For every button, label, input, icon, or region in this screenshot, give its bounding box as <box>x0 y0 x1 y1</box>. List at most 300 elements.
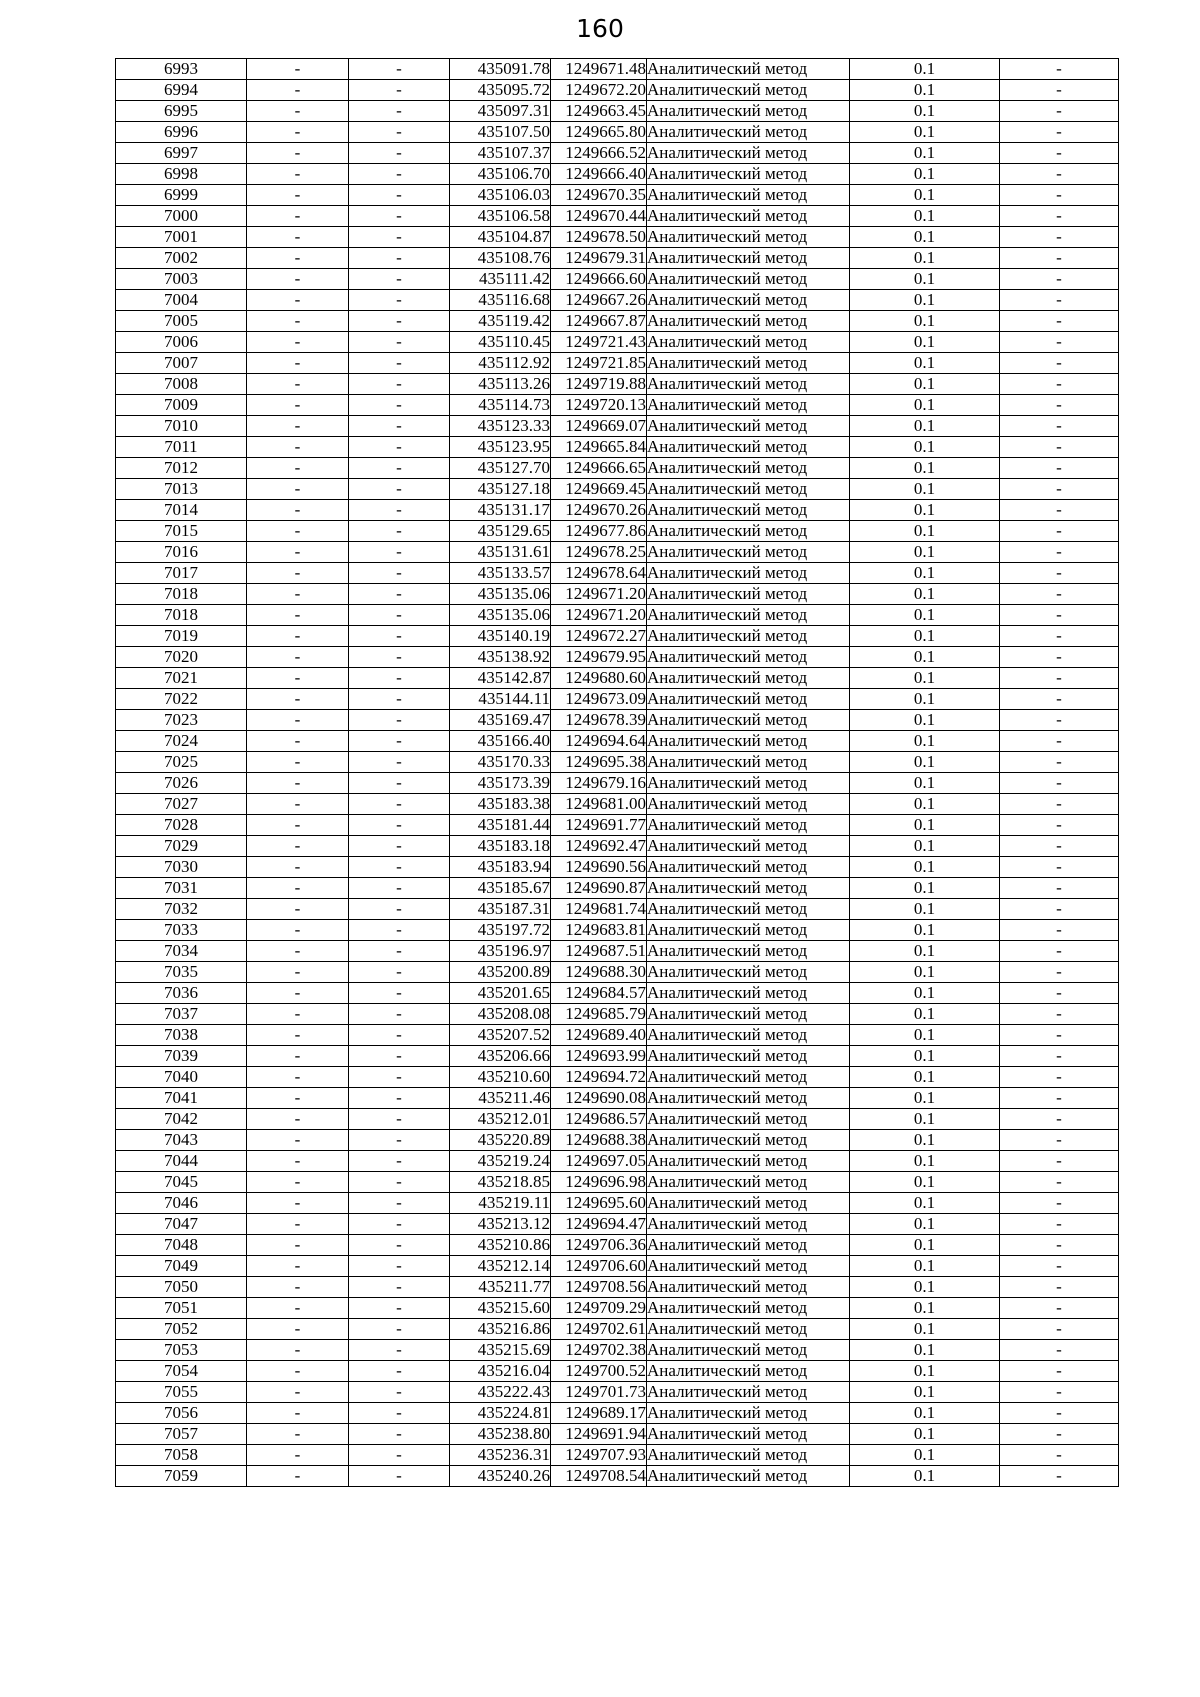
column-3-cell: - <box>349 1025 450 1046</box>
table-row <box>116 1403 1119 1424</box>
table-row <box>116 332 1119 353</box>
column-3-cell: - <box>349 1088 450 1109</box>
point-number-cell: 7039 <box>116 1046 247 1067</box>
column-2-cell: - <box>247 647 349 668</box>
method-cell: Аналитический метод <box>647 584 850 605</box>
x-coordinate-cell: 435095.72 <box>450 80 551 101</box>
column-2-cell: - <box>247 983 349 1004</box>
y-coordinate-cell: 1249679.95 <box>551 647 647 668</box>
y-coordinate-cell: 1249666.52 <box>551 143 647 164</box>
accuracy-cell: 0.1 <box>850 773 1000 794</box>
x-coordinate-cell: 435131.61 <box>450 542 551 563</box>
method-cell: Аналитический метод <box>647 164 850 185</box>
last-column-cell: - <box>1000 143 1119 164</box>
table-row <box>116 1130 1119 1151</box>
y-coordinate-cell: 1249666.65 <box>551 458 647 479</box>
column-2-cell: - <box>247 59 349 80</box>
y-coordinate-cell: 1249672.20 <box>551 80 647 101</box>
y-coordinate-cell: 1249678.64 <box>551 563 647 584</box>
column-3-cell: - <box>349 1340 450 1361</box>
y-coordinate-cell: 1249720.13 <box>551 395 647 416</box>
accuracy-cell: 0.1 <box>850 458 1000 479</box>
column-2-cell: - <box>247 416 349 437</box>
column-3-cell: - <box>349 1298 450 1319</box>
accuracy-cell: 0.1 <box>850 290 1000 311</box>
point-number-cell: 7038 <box>116 1025 247 1046</box>
column-3-cell: - <box>349 1382 450 1403</box>
table-row <box>116 752 1119 773</box>
column-2-cell: - <box>247 1340 349 1361</box>
x-coordinate-cell: 435127.18 <box>450 479 551 500</box>
accuracy-cell: 0.1 <box>850 1214 1000 1235</box>
last-column-cell: - <box>1000 1445 1119 1466</box>
column-2-cell: - <box>247 1214 349 1235</box>
point-number-cell: 7027 <box>116 794 247 815</box>
method-cell: Аналитический метод <box>647 59 850 80</box>
point-number-cell: 7000 <box>116 206 247 227</box>
column-3-cell: - <box>349 1403 450 1424</box>
accuracy-cell: 0.1 <box>850 626 1000 647</box>
last-column-cell: - <box>1000 920 1119 941</box>
x-coordinate-cell: 435127.70 <box>450 458 551 479</box>
column-2-cell: - <box>247 1172 349 1193</box>
column-3-cell: - <box>349 206 450 227</box>
table-row <box>116 1256 1119 1277</box>
last-column-cell: - <box>1000 1340 1119 1361</box>
table-row <box>116 164 1119 185</box>
point-number-cell: 7055 <box>116 1382 247 1403</box>
last-column-cell: - <box>1000 101 1119 122</box>
column-2-cell: - <box>247 269 349 290</box>
column-3-cell: - <box>349 353 450 374</box>
column-2-cell: - <box>247 1277 349 1298</box>
point-number-cell: 6998 <box>116 164 247 185</box>
x-coordinate-cell: 435097.31 <box>450 101 551 122</box>
column-2-cell: - <box>247 1298 349 1319</box>
point-number-cell: 7036 <box>116 983 247 1004</box>
y-coordinate-cell: 1249721.43 <box>551 332 647 353</box>
accuracy-cell: 0.1 <box>850 122 1000 143</box>
column-2-cell: - <box>247 752 349 773</box>
point-number-cell: 7047 <box>116 1214 247 1235</box>
column-3-cell: - <box>349 185 450 206</box>
x-coordinate-cell: 435091.78 <box>450 59 551 80</box>
method-cell: Аналитический метод <box>647 1025 850 1046</box>
last-column-cell: - <box>1000 815 1119 836</box>
accuracy-cell: 0.1 <box>850 1067 1000 1088</box>
table-row <box>116 1088 1119 1109</box>
y-coordinate-cell: 1249694.72 <box>551 1067 647 1088</box>
x-coordinate-cell: 435110.45 <box>450 332 551 353</box>
column-3-cell: - <box>349 647 450 668</box>
y-coordinate-cell: 1249708.54 <box>551 1466 647 1487</box>
column-2-cell: - <box>247 1067 349 1088</box>
table-row <box>116 1046 1119 1067</box>
method-cell: Аналитический метод <box>647 1403 850 1424</box>
method-cell: Аналитический метод <box>647 1445 850 1466</box>
y-coordinate-cell: 1249692.47 <box>551 836 647 857</box>
method-cell: Аналитический метод <box>647 122 850 143</box>
accuracy-cell: 0.1 <box>850 1088 1000 1109</box>
method-cell: Аналитический метод <box>647 1067 850 1088</box>
table-row <box>116 395 1119 416</box>
last-column-cell: - <box>1000 416 1119 437</box>
point-number-cell: 7020 <box>116 647 247 668</box>
method-cell: Аналитический метод <box>647 80 850 101</box>
accuracy-cell: 0.1 <box>850 479 1000 500</box>
y-coordinate-cell: 1249665.84 <box>551 437 647 458</box>
table-row <box>116 500 1119 521</box>
table-row <box>116 248 1119 269</box>
point-number-cell: 7046 <box>116 1193 247 1214</box>
last-column-cell: - <box>1000 731 1119 752</box>
method-cell: Аналитический метод <box>647 857 850 878</box>
table-row <box>116 836 1119 857</box>
accuracy-cell: 0.1 <box>850 878 1000 899</box>
x-coordinate-cell: 435215.60 <box>450 1298 551 1319</box>
column-2-cell: - <box>247 1466 349 1487</box>
last-column-cell: - <box>1000 1067 1119 1088</box>
accuracy-cell: 0.1 <box>850 416 1000 437</box>
x-coordinate-cell: 435144.11 <box>450 689 551 710</box>
method-cell: Аналитический метод <box>647 290 850 311</box>
table-row <box>116 710 1119 731</box>
x-coordinate-cell: 435200.89 <box>450 962 551 983</box>
column-3-cell: - <box>349 59 450 80</box>
last-column-cell: - <box>1000 563 1119 584</box>
table-row <box>116 1382 1119 1403</box>
x-coordinate-cell: 435116.68 <box>450 290 551 311</box>
column-2-cell: - <box>247 731 349 752</box>
last-column-cell: - <box>1000 1277 1119 1298</box>
table-body <box>116 59 1119 1487</box>
method-cell: Аналитический метод <box>647 836 850 857</box>
method-cell: Аналитический метод <box>647 269 850 290</box>
method-cell: Аналитический метод <box>647 101 850 122</box>
last-column-cell: - <box>1000 1214 1119 1235</box>
last-column-cell: - <box>1000 1382 1119 1403</box>
y-coordinate-cell: 1249694.64 <box>551 731 647 752</box>
last-column-cell: - <box>1000 1361 1119 1382</box>
column-2-cell: - <box>247 1382 349 1403</box>
column-3-cell: - <box>349 920 450 941</box>
column-3-cell: - <box>349 794 450 815</box>
table-row <box>116 1319 1119 1340</box>
method-cell: Аналитический метод <box>647 773 850 794</box>
column-2-cell: - <box>247 521 349 542</box>
column-3-cell: - <box>349 269 450 290</box>
accuracy-cell: 0.1 <box>850 1382 1000 1403</box>
method-cell: Аналитический метод <box>647 1235 850 1256</box>
column-2-cell: - <box>247 1361 349 1382</box>
x-coordinate-cell: 435215.69 <box>450 1340 551 1361</box>
x-coordinate-cell: 435196.97 <box>450 941 551 962</box>
column-3-cell: - <box>349 1424 450 1445</box>
column-3-cell: - <box>349 1046 450 1067</box>
column-3-cell: - <box>349 941 450 962</box>
accuracy-cell: 0.1 <box>850 1151 1000 1172</box>
column-3-cell: - <box>349 1151 450 1172</box>
x-coordinate-cell: 435213.12 <box>450 1214 551 1235</box>
x-coordinate-cell: 435210.86 <box>450 1235 551 1256</box>
y-coordinate-cell: 1249671.20 <box>551 605 647 626</box>
last-column-cell: - <box>1000 1256 1119 1277</box>
method-cell: Аналитический метод <box>647 332 850 353</box>
column-3-cell: - <box>349 122 450 143</box>
column-3-cell: - <box>349 332 450 353</box>
column-3-cell: - <box>349 962 450 983</box>
method-cell: Аналитический метод <box>647 668 850 689</box>
x-coordinate-cell: 435106.03 <box>450 185 551 206</box>
accuracy-cell: 0.1 <box>850 80 1000 101</box>
y-coordinate-cell: 1249721.85 <box>551 353 647 374</box>
column-2-cell: - <box>247 815 349 836</box>
method-cell: Аналитический метод <box>647 647 850 668</box>
accuracy-cell: 0.1 <box>850 500 1000 521</box>
method-cell: Аналитический метод <box>647 1319 850 1340</box>
method-cell: Аналитический метод <box>647 143 850 164</box>
accuracy-cell: 0.1 <box>850 185 1000 206</box>
column-2-cell: - <box>247 542 349 563</box>
y-coordinate-cell: 1249671.48 <box>551 59 647 80</box>
accuracy-cell: 0.1 <box>850 689 1000 710</box>
method-cell: Аналитический метод <box>647 1088 850 1109</box>
last-column-cell: - <box>1000 1319 1119 1340</box>
table-row <box>116 1067 1119 1088</box>
y-coordinate-cell: 1249680.60 <box>551 668 647 689</box>
column-2-cell: - <box>247 500 349 521</box>
column-2-cell: - <box>247 1046 349 1067</box>
table-row <box>116 668 1119 689</box>
last-column-cell: - <box>1000 311 1119 332</box>
table-row <box>116 1151 1119 1172</box>
method-cell: Аналитический метод <box>647 920 850 941</box>
accuracy-cell: 0.1 <box>850 542 1000 563</box>
column-3-cell: - <box>349 1004 450 1025</box>
method-cell: Аналитический метод <box>647 416 850 437</box>
x-coordinate-cell: 435170.33 <box>450 752 551 773</box>
accuracy-cell: 0.1 <box>850 899 1000 920</box>
y-coordinate-cell: 1249678.25 <box>551 542 647 563</box>
point-number-cell: 7006 <box>116 332 247 353</box>
method-cell: Аналитический метод <box>647 374 850 395</box>
accuracy-cell: 0.1 <box>850 668 1000 689</box>
point-number-cell: 7026 <box>116 773 247 794</box>
method-cell: Аналитический метод <box>647 983 850 1004</box>
page-number: 160 <box>576 14 624 43</box>
x-coordinate-cell: 435106.70 <box>450 164 551 185</box>
method-cell: Аналитический метод <box>647 206 850 227</box>
point-number-cell: 7010 <box>116 416 247 437</box>
method-cell: Аналитический метод <box>647 458 850 479</box>
x-coordinate-cell: 435129.65 <box>450 521 551 542</box>
accuracy-cell: 0.1 <box>850 269 1000 290</box>
table-row <box>116 1340 1119 1361</box>
x-coordinate-cell: 435169.47 <box>450 710 551 731</box>
x-coordinate-cell: 435201.65 <box>450 983 551 1004</box>
y-coordinate-cell: 1249684.57 <box>551 983 647 1004</box>
column-2-cell: - <box>247 710 349 731</box>
column-3-cell: - <box>349 143 450 164</box>
last-column-cell: - <box>1000 227 1119 248</box>
last-column-cell: - <box>1000 962 1119 983</box>
last-column-cell: - <box>1000 248 1119 269</box>
y-coordinate-cell: 1249686.57 <box>551 1109 647 1130</box>
last-column-cell: - <box>1000 1109 1119 1130</box>
column-3-cell: - <box>349 689 450 710</box>
column-3-cell: - <box>349 731 450 752</box>
method-cell: Аналитический метод <box>647 1151 850 1172</box>
method-cell: Аналитический метод <box>647 437 850 458</box>
point-number-cell: 7053 <box>116 1340 247 1361</box>
last-column-cell: - <box>1000 206 1119 227</box>
table-row <box>116 374 1119 395</box>
method-cell: Аналитический метод <box>647 1172 850 1193</box>
point-number-cell: 7013 <box>116 479 247 500</box>
x-coordinate-cell: 435207.52 <box>450 1025 551 1046</box>
point-number-cell: 7012 <box>116 458 247 479</box>
table-row <box>116 59 1119 80</box>
table-row <box>116 584 1119 605</box>
point-number-cell: 7016 <box>116 542 247 563</box>
column-3-cell: - <box>349 374 450 395</box>
point-number-cell: 7044 <box>116 1151 247 1172</box>
accuracy-cell: 0.1 <box>850 395 1000 416</box>
y-coordinate-cell: 1249708.56 <box>551 1277 647 1298</box>
column-3-cell: - <box>349 1361 450 1382</box>
table-row <box>116 1466 1119 1487</box>
table-row <box>116 626 1119 647</box>
last-column-cell: - <box>1000 479 1119 500</box>
last-column-cell: - <box>1000 1424 1119 1445</box>
method-cell: Аналитический метод <box>647 815 850 836</box>
column-3-cell: - <box>349 290 450 311</box>
column-3-cell: - <box>349 1256 450 1277</box>
table-row <box>116 1193 1119 1214</box>
column-3-cell: - <box>349 248 450 269</box>
y-coordinate-cell: 1249666.40 <box>551 164 647 185</box>
table-row <box>116 1445 1119 1466</box>
y-coordinate-cell: 1249681.00 <box>551 794 647 815</box>
method-cell: Аналитический метод <box>647 353 850 374</box>
column-3-cell: - <box>349 1193 450 1214</box>
column-2-cell: - <box>247 395 349 416</box>
point-number-cell: 7058 <box>116 1445 247 1466</box>
column-3-cell: - <box>349 227 450 248</box>
point-number-cell: 7015 <box>116 521 247 542</box>
last-column-cell: - <box>1000 983 1119 1004</box>
method-cell: Аналитический метод <box>647 941 850 962</box>
column-3-cell: - <box>349 500 450 521</box>
x-coordinate-cell: 435107.50 <box>450 122 551 143</box>
last-column-cell: - <box>1000 1466 1119 1487</box>
accuracy-cell: 0.1 <box>850 836 1000 857</box>
y-coordinate-cell: 1249687.51 <box>551 941 647 962</box>
x-coordinate-cell: 435224.81 <box>450 1403 551 1424</box>
y-coordinate-cell: 1249666.60 <box>551 269 647 290</box>
last-column-cell: - <box>1000 80 1119 101</box>
last-column-cell: - <box>1000 773 1119 794</box>
x-coordinate-cell: 435111.42 <box>450 269 551 290</box>
y-coordinate-cell: 1249672.27 <box>551 626 647 647</box>
table-row <box>116 437 1119 458</box>
column-3-cell: - <box>349 584 450 605</box>
table-row <box>116 941 1119 962</box>
y-coordinate-cell: 1249689.40 <box>551 1025 647 1046</box>
y-coordinate-cell: 1249670.35 <box>551 185 647 206</box>
point-number-cell: 7031 <box>116 878 247 899</box>
column-3-cell: - <box>349 815 450 836</box>
column-3-cell: - <box>349 668 450 689</box>
column-3-cell: - <box>349 1319 450 1340</box>
point-number-cell: 7004 <box>116 290 247 311</box>
method-cell: Аналитический метод <box>647 1214 850 1235</box>
accuracy-cell: 0.1 <box>850 101 1000 122</box>
point-number-cell: 7002 <box>116 248 247 269</box>
last-column-cell: - <box>1000 605 1119 626</box>
accuracy-cell: 0.1 <box>850 962 1000 983</box>
accuracy-cell: 0.1 <box>850 1004 1000 1025</box>
x-coordinate-cell: 435104.87 <box>450 227 551 248</box>
y-coordinate-cell: 1249669.45 <box>551 479 647 500</box>
column-3-cell: - <box>349 101 450 122</box>
method-cell: Аналитический метод <box>647 710 850 731</box>
accuracy-cell: 0.1 <box>850 1445 1000 1466</box>
column-2-cell: - <box>247 920 349 941</box>
accuracy-cell: 0.1 <box>850 1319 1000 1340</box>
x-coordinate-cell: 435166.40 <box>450 731 551 752</box>
point-number-cell: 7018 <box>116 605 247 626</box>
y-coordinate-cell: 1249691.94 <box>551 1424 647 1445</box>
column-2-cell: - <box>247 164 349 185</box>
last-column-cell: - <box>1000 122 1119 143</box>
accuracy-cell: 0.1 <box>850 1109 1000 1130</box>
accuracy-cell: 0.1 <box>850 1193 1000 1214</box>
method-cell: Аналитический метод <box>647 1256 850 1277</box>
column-3-cell: - <box>349 1067 450 1088</box>
x-coordinate-cell: 435216.04 <box>450 1361 551 1382</box>
method-cell: Аналитический метод <box>647 521 850 542</box>
method-cell: Аналитический метод <box>647 731 850 752</box>
column-3-cell: - <box>349 1235 450 1256</box>
method-cell: Аналитический метод <box>647 1046 850 1067</box>
table-row <box>116 815 1119 836</box>
column-2-cell: - <box>247 479 349 500</box>
point-number-cell: 7014 <box>116 500 247 521</box>
column-3-cell: - <box>349 311 450 332</box>
last-column-cell: - <box>1000 689 1119 710</box>
point-number-cell: 7019 <box>116 626 247 647</box>
x-coordinate-cell: 435183.18 <box>450 836 551 857</box>
x-coordinate-cell: 435208.08 <box>450 1004 551 1025</box>
x-coordinate-cell: 435131.17 <box>450 500 551 521</box>
table-row <box>116 122 1119 143</box>
y-coordinate-cell: 1249679.16 <box>551 773 647 794</box>
x-coordinate-cell: 435114.73 <box>450 395 551 416</box>
x-coordinate-cell: 435133.57 <box>450 563 551 584</box>
y-coordinate-cell: 1249679.31 <box>551 248 647 269</box>
column-3-cell: - <box>349 1130 450 1151</box>
method-cell: Аналитический метод <box>647 878 850 899</box>
last-column-cell: - <box>1000 164 1119 185</box>
column-2-cell: - <box>247 80 349 101</box>
point-number-cell: 7052 <box>116 1319 247 1340</box>
x-coordinate-cell: 435173.39 <box>450 773 551 794</box>
column-2-cell: - <box>247 1319 349 1340</box>
point-number-cell: 7025 <box>116 752 247 773</box>
last-column-cell: - <box>1000 269 1119 290</box>
x-coordinate-cell: 435135.06 <box>450 584 551 605</box>
